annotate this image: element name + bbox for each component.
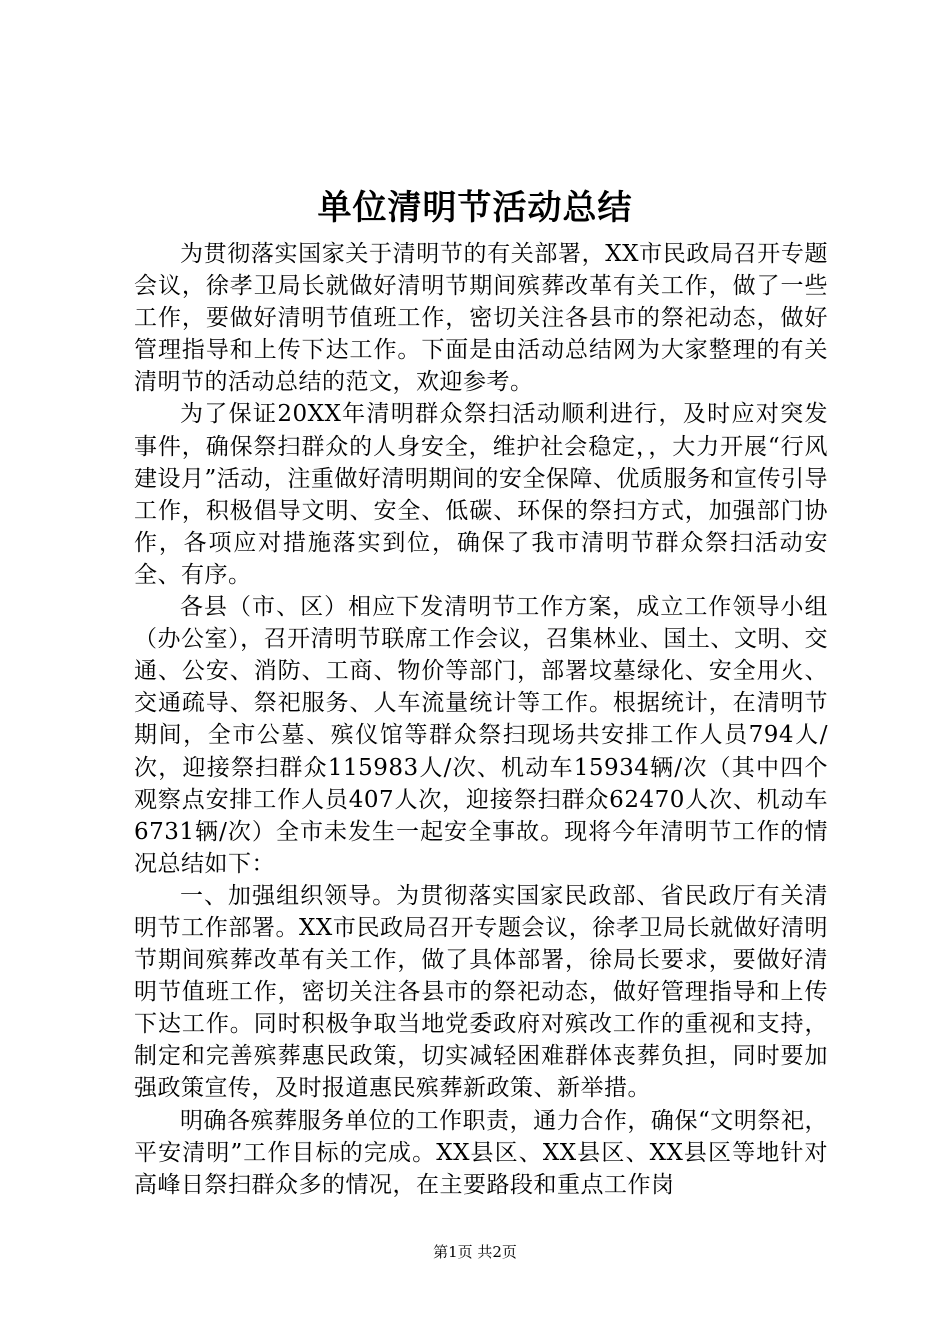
paragraph-3: 各县（市、区）相应下发清明节工作方案，成立工作领导小组（办公室），召开清明节联席工作会议，召集林业、国土、文明、交通、公安、消防、工商、物价等部门，部署坟墓绿化、安全用火、交通疏导、祭祀服务、人车流量统计等工作。根据统计，在清明节期间，全市公墓、殡仪馆等群众祭扫现场共安排工作人员794人/次，迎接祭扫群众115983人/次、机动车15934辆/次（其中四个观察点安排工作人员407人次，迎接祭扫群众62470人次、机动车6731辆/次）全市未发生一起安全事故。现将今年清明节工作的情况总结如下：: [134, 594, 828, 877]
paragraph-4: 一、加强组织领导。为贯彻落实国家民政部、省民政厅有关清明节工作部署。XX市民政局召开专题会议，徐孝卫局长就做好清明节期间殡葬改革有关工作，做了具体部署，徐局长要求，要做好清明节值班工作，密切关注各县市的祭祀动态，做好管理指导和上传下达工作。同时积极争取当地党委政府对殡改工作的重视和支持，制定和完善殡葬惠民政策，切实减轻困难群体丧葬负担，同时要加强政策宣传，及时报道惠民殡葬新政策、新举措。: [134, 882, 828, 1102]
paragraph-2: 为了保证20XX年清明群众祭扫活动顺利进行，及时应对突发事件，确保祭扫群众的人身安全，维护社会稳定，，大力开展“行风建设月”活动，注重做好清明期间的安全保障、优质服务和宣传引导工作，积极倡导文明、安全、低碳、环保的祭扫方式，加强部门协作，各项应对措施落实到位，确保了我市清明节群众祭扫活动安全、有序。: [134, 401, 828, 588]
document-body: [134, 238, 828, 1201]
paragraph-5: 明确各殡葬服务单位的工作职责，通力合作，确保“文明祭祀，平安清明”工作目标的完成。XX县区、XX县区、XX县区等地针对高峰日祭扫群众多的情况，在主要路段和重点工作岗: [134, 1107, 828, 1198]
page-footer: 第1页 共2页: [433, 1243, 517, 1261]
paragraph-1: 为贯彻落实国家关于清明节的有关部署，XX市民政局召开专题会议，徐孝卫局长就做好清明节期间殡葬改革有关工作，做了一些工作，要做好清明节值班工作，密切关注各县市的祭祀动态，做好管理指导和上传下达工作。下面是由活动总结网为大家整理的有关清明节的活动总结的范文，欢迎参考。: [134, 241, 828, 396]
document-title: 单位清明节活动总结: [317, 188, 633, 228]
